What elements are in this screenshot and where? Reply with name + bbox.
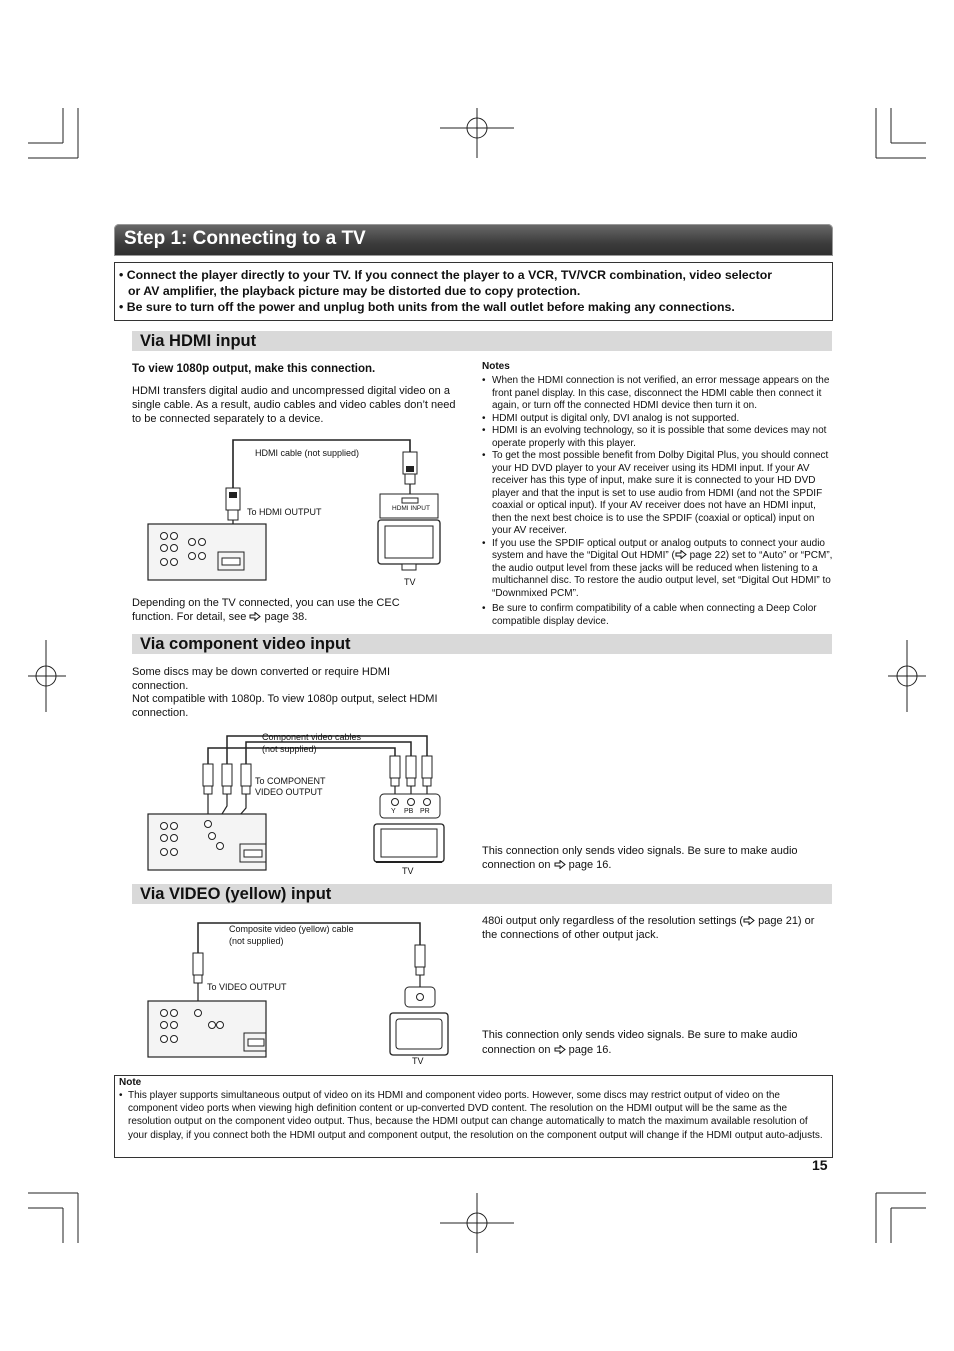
note-title: Note [119, 1077, 142, 1088]
video-side-text-2: This connection only sends video signals. Be sure to make audio connection on page 16. [482, 1029, 798, 1056]
arrow-right-icon [554, 860, 566, 869]
registration-mark-icon [440, 1193, 514, 1253]
hdmi-output-label: To HDMI OUTPUT [247, 507, 322, 517]
note-body: • This player supports simultaneous output of video on its HDMI and component video ports. However, some discs may restrict output of video on the component video ports when viewing high definition content or up-converted DVD content. The resolution on the HDMI output will be the same as the resolution output on the component video output. Thus, because the HDMI output can change automatically to match the maximum available resolution of your display, if you connect both the HDMI output and component output, the resolution on the component output will change if the HDMI output auto-adjusts. [119, 1090, 823, 1141]
note-box [114, 1075, 833, 1158]
video-output-label: To VIDEO OUTPUT [207, 982, 287, 992]
section-heading: Via VIDEO (yellow) input [140, 885, 332, 903]
arrow-right-icon [743, 916, 755, 925]
video-cable-label-2: (not supplied) [229, 936, 284, 946]
list-item: • HDMI output is digital only, DVI analog is not supported. [482, 413, 834, 426]
notes-title: Notes [482, 361, 510, 372]
list-item: • When the HDMI connection is not verified, an error message appears on the front panel display. In this case, disconnect the HDMI cable then connect it again, or turn off the connected HDMI device then turn it on. [482, 375, 834, 413]
warning-line-1: • Connect the player directly to your TV. If you connect the player to a VCR, TV/VCR combination, video selector [119, 268, 772, 282]
arrow-right-icon [675, 550, 687, 559]
section-heading: Via component video input [140, 635, 351, 653]
video-cable-label-1: Composite video (yellow) cable [229, 924, 354, 934]
component-cable-label-2: (not supplied) [262, 744, 317, 754]
component-intro-1: Some discs may be down converted or require HDMI connection. [132, 666, 390, 692]
registration-mark-icon [440, 108, 514, 158]
arrow-right-icon [249, 612, 261, 621]
registration-mark-icon [28, 640, 66, 712]
video-tv-label: TV [412, 1056, 424, 1066]
component-intro-2: Not compatible with 1080p. To view 1080p output, select HDMI connection. [132, 693, 438, 719]
component-side-text: This connection only sends video signals. Be sure to make audio connection on page 16. [482, 845, 798, 871]
section-hdmi [132, 331, 832, 351]
jack-pb-label: PB [404, 808, 414, 815]
jack-pr-label: PR [420, 808, 430, 815]
list-item: • If you use the SPDIF optical output or analog outputs to connect your audio system and have the “Digital Out HDMI” ( page 22) set to “Auto” or “PCM”, the audio output level from these jacks will be reduced when listening to a multichannel disc. To restore the audio output level, set “Digital Out HDMI” to “Downmixed PCM”. [482, 538, 834, 601]
list-item: • To get the most possible benefit from Dolby Digital Plus, you should connect your HD DVD player to your AV receiver using its HDMI input. If your AV receiver has this type of input, make sure it is connected to your HD DVD player and that the input is set to use audio from HDMI (and not the SPDIF coaxial or optical input). If your AV receiver does not have an HDMI input, then the next best choice is to use the SPDIF (coaxial or optical) input on your AV receiver. [482, 450, 834, 538]
list-item: • Be sure to confirm compatibility of a cable when connecting a Deep Color compatible display device. [482, 603, 834, 628]
video-diagram [140, 915, 460, 1065]
jack-y-label: Y [391, 808, 396, 815]
component-output-label-2: VIDEO OUTPUT [255, 787, 323, 797]
arrow-right-icon [554, 1045, 566, 1054]
section-heading: Via HDMI input [140, 332, 257, 350]
section-video [132, 884, 832, 904]
page-number: 15 [812, 1157, 828, 1173]
component-output-label-1: To COMPONENT [255, 776, 326, 786]
hdmi-intro: HDMI transfers digital audio and uncompressed digital video on a single cable. As a result, audio cables and video cables don’t need to be connected separately to a device. [132, 385, 456, 425]
registration-mark-icon [888, 640, 926, 712]
list-item: • HDMI is an evolving technology, so it is possible that some devices may not operate properly with this player. [482, 425, 834, 450]
hdmi-tv-label: TV [404, 577, 416, 587]
warning-box [114, 262, 833, 321]
hdmi-notes [482, 375, 834, 628]
warning-line-2: or AV amplifier, the playback picture may be distorted due to copy protection. [128, 284, 581, 298]
video-side-text-1: 480i output only regardless of the resolution settings ( page 21) or the connections of other output jack. [482, 915, 815, 941]
hdmi-cable-label: HDMI cable (not supplied) [255, 448, 360, 458]
page-title-bar [114, 224, 833, 256]
warning-line-3: • Be sure to turn off the power and unplug both units from the wall outlet before making any connections. [119, 300, 735, 314]
component-tv-label: TV [402, 866, 414, 876]
hdmi-cec-text: Depending on the TV connected, you can use the CEC function. For detail, see page 38. [132, 597, 400, 623]
hdmi-subheading: To view 1080p output, make this connection. [132, 363, 376, 375]
hdmi-input-label: HDMI INPUT [392, 505, 430, 512]
page-title: Step 1: Connecting to a TV [124, 228, 366, 249]
section-component [132, 634, 832, 654]
component-cable-label-1: Component video cables [262, 732, 362, 742]
